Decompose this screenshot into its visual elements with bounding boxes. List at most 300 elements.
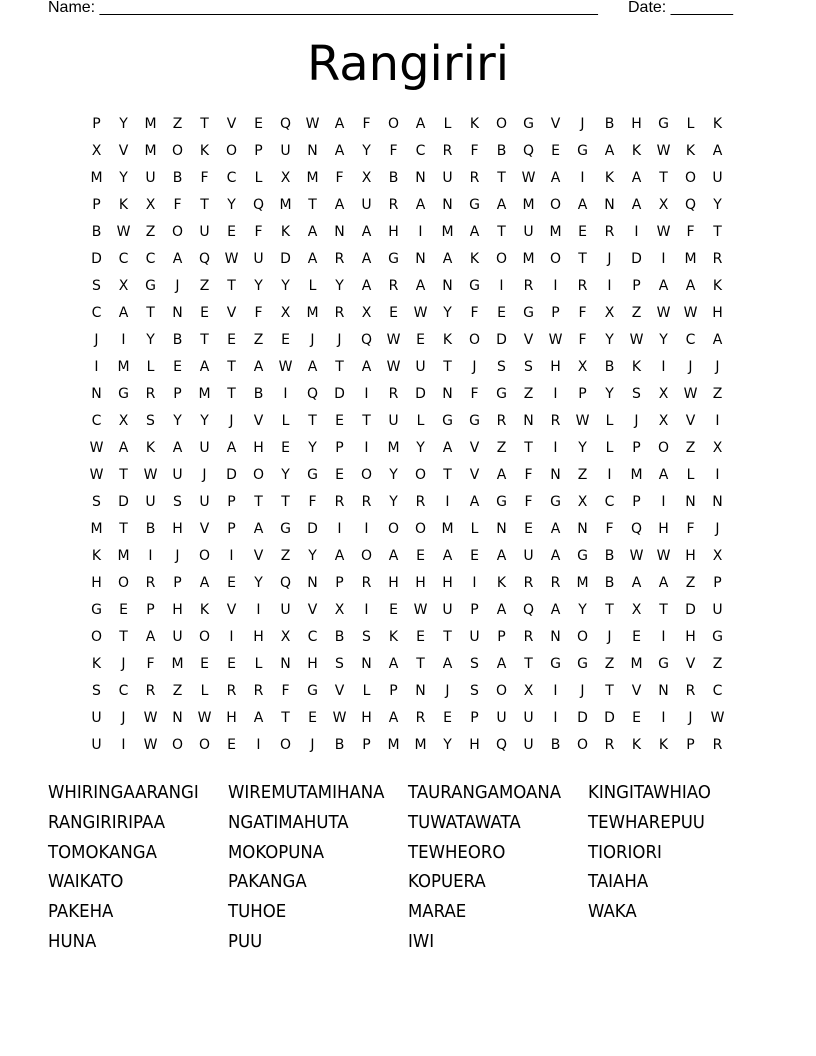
- grid-letter: G: [496, 494, 507, 510]
- grid-row: [83, 246, 733, 273]
- grid-letter: P: [497, 629, 506, 645]
- grid-letter: W: [386, 359, 401, 375]
- grid-letter: P: [227, 521, 236, 537]
- word-list-item: KOPUERA: [408, 871, 486, 893]
- grid-letter: X: [280, 629, 291, 645]
- grid-letter: O: [387, 521, 400, 537]
- grid-letter: N: [442, 197, 453, 213]
- grid-letter: I: [364, 521, 369, 537]
- grid-letter: F: [173, 197, 182, 213]
- grid-letter: A: [199, 575, 210, 591]
- grid-letter: A: [388, 656, 399, 672]
- grid-letter: E: [389, 305, 398, 321]
- grid-letter: F: [254, 224, 263, 240]
- grid-letter: T: [659, 602, 668, 618]
- grid-letter: W: [143, 467, 158, 483]
- grid-letter: E: [578, 224, 587, 240]
- grid-letter: H: [91, 575, 102, 591]
- grid-letter: E: [254, 116, 263, 132]
- grid-letter: X: [712, 440, 723, 456]
- grid-row: [83, 138, 733, 165]
- grid-letter: S: [497, 359, 506, 375]
- grid-letter: I: [121, 737, 126, 753]
- grid-letter: W: [332, 710, 347, 726]
- grid-letter: X: [280, 305, 291, 321]
- grid-letter: L: [254, 170, 263, 186]
- grid-letter: E: [632, 629, 641, 645]
- grid-letter: T: [308, 413, 317, 429]
- grid-letter: R: [361, 575, 372, 591]
- grid-letter: P: [335, 575, 344, 591]
- grid-letter: M: [90, 170, 103, 186]
- grid-letter: C: [415, 143, 426, 159]
- grid-letter: K: [118, 197, 129, 213]
- grid-letter: X: [577, 359, 588, 375]
- grid-letter: U: [199, 224, 210, 240]
- grid-letter: Z: [253, 332, 264, 348]
- grid-row: [83, 597, 733, 624]
- grid-letter: U: [442, 170, 453, 186]
- grid-letter: A: [415, 197, 426, 213]
- grid-letter: H: [388, 575, 399, 591]
- grid-letter: M: [387, 440, 400, 456]
- grid-letter: D: [118, 494, 129, 510]
- grid-letter: A: [361, 359, 372, 375]
- grid-letter: Y: [578, 602, 587, 618]
- grid-letter: M: [630, 656, 643, 672]
- grid-letter: K: [631, 143, 642, 159]
- grid-row: [83, 273, 733, 300]
- word-list-item: NGATIMAHUTA: [228, 811, 349, 833]
- grid-row: [83, 111, 733, 138]
- grid-letter: G: [496, 386, 507, 402]
- grid-letter: X: [658, 197, 669, 213]
- grid-letter: G: [658, 116, 669, 132]
- grid-letter: S: [92, 278, 101, 294]
- grid-letter: S: [524, 359, 533, 375]
- grid-letter: H: [685, 548, 696, 564]
- grid-letter: H: [442, 575, 453, 591]
- grid-letter: T: [308, 197, 317, 213]
- grid-letter: T: [281, 710, 290, 726]
- grid-letter: Y: [281, 467, 290, 483]
- grid-letter: O: [252, 467, 265, 483]
- grid-letter: R: [253, 683, 264, 699]
- grid-letter: Y: [119, 116, 128, 132]
- grid-letter: I: [148, 548, 153, 564]
- grid-row: [83, 408, 733, 435]
- grid-letter: A: [253, 521, 264, 537]
- grid-letter: H: [361, 710, 372, 726]
- grid-letter: I: [364, 602, 369, 618]
- grid-letter: U: [280, 602, 291, 618]
- grid-row: [83, 732, 733, 759]
- grid-letter: P: [632, 278, 641, 294]
- grid-letter: Q: [279, 575, 292, 591]
- grid-letter: D: [307, 521, 318, 537]
- grid-letter: B: [604, 575, 615, 591]
- grid-letter: O: [387, 116, 400, 132]
- word-list: [48, 778, 768, 957]
- grid-letter: L: [254, 656, 263, 672]
- grid-letter: C: [118, 251, 129, 267]
- word-list-item: TIORIORI: [588, 841, 662, 863]
- grid-letter: J: [121, 710, 126, 726]
- grid-letter: E: [389, 602, 398, 618]
- grid-letter: W: [629, 332, 644, 348]
- grid-letter: F: [281, 683, 290, 699]
- grid-letter: M: [414, 737, 427, 753]
- grid-letter: T: [524, 656, 533, 672]
- grid-letter: S: [362, 629, 371, 645]
- grid-letter: Z: [685, 440, 696, 456]
- grid-letter: O: [657, 440, 670, 456]
- grid-letter: H: [172, 521, 183, 537]
- grid-letter: N: [523, 413, 534, 429]
- grid-letter: H: [415, 575, 426, 591]
- grid-letter: Y: [254, 575, 263, 591]
- grid-letter: U: [199, 440, 210, 456]
- grid-letter: A: [334, 197, 345, 213]
- grid-letter: A: [577, 197, 588, 213]
- word-list-item: TEWHEORO: [408, 841, 506, 863]
- grid-letter: G: [550, 494, 561, 510]
- grid-letter: L: [686, 467, 695, 483]
- grid-letter: R: [712, 737, 723, 753]
- grid-letter: N: [496, 521, 507, 537]
- grid-letter: F: [524, 467, 533, 483]
- grid-letter: I: [661, 251, 666, 267]
- header: [48, 0, 768, 19]
- grid-letter: Z: [280, 548, 291, 564]
- grid-letter: N: [361, 656, 372, 672]
- grid-letter: M: [549, 224, 562, 240]
- grid-letter: I: [553, 683, 558, 699]
- grid-letter: B: [604, 548, 615, 564]
- grid-letter: Y: [578, 440, 587, 456]
- grid-letter: K: [496, 575, 507, 591]
- grid-letter: G: [118, 386, 129, 402]
- grid-letter: P: [92, 197, 101, 213]
- grid-letter: T: [605, 683, 614, 699]
- grid-letter: I: [283, 386, 288, 402]
- grid-letter: J: [337, 332, 342, 348]
- grid-letter: F: [578, 305, 587, 321]
- grid-letter: Q: [630, 521, 643, 537]
- grid-letter: Z: [631, 305, 642, 321]
- grid-letter: N: [91, 386, 102, 402]
- grid-letter: N: [172, 305, 183, 321]
- grid-letter: Z: [712, 386, 723, 402]
- grid-letter: R: [523, 629, 534, 645]
- grid-letter: G: [388, 251, 399, 267]
- grid-letter: R: [577, 278, 588, 294]
- grid-letter: K: [712, 278, 723, 294]
- grid-letter: M: [630, 467, 643, 483]
- grid-letter: A: [658, 467, 669, 483]
- grid-letter: A: [496, 602, 507, 618]
- grid-letter: A: [118, 440, 129, 456]
- grid-letter: F: [335, 170, 344, 186]
- grid-letter: B: [172, 170, 183, 186]
- grid-letter: X: [280, 170, 291, 186]
- grid-letter: S: [92, 494, 101, 510]
- grid-letter: N: [442, 386, 453, 402]
- grid-letter: S: [173, 494, 182, 510]
- grid-letter: C: [91, 413, 102, 429]
- grid-letter: X: [91, 143, 102, 159]
- grid-letter: B: [604, 359, 615, 375]
- grid-letter: A: [550, 548, 561, 564]
- grid-letter: Y: [416, 440, 425, 456]
- grid-letter: J: [634, 413, 639, 429]
- grid-letter: I: [607, 278, 612, 294]
- word-list-item: WAIKATO: [48, 871, 124, 893]
- word-list-item: TAURANGAMOANA: [408, 782, 562, 803]
- grid-letter: E: [227, 224, 236, 240]
- grid-letter: O: [90, 629, 103, 645]
- grid-letter: T: [200, 197, 209, 213]
- grid-letter: A: [469, 494, 480, 510]
- grid-letter: V: [199, 521, 210, 537]
- grid-letter: F: [146, 656, 155, 672]
- grid-letter: W: [143, 710, 158, 726]
- grid-letter: A: [631, 197, 642, 213]
- grid-letter: V: [631, 683, 642, 699]
- grid-letter: S: [632, 386, 641, 402]
- grid-letter: R: [334, 251, 345, 267]
- grid-letter: G: [712, 629, 723, 645]
- grid-letter: R: [604, 224, 615, 240]
- grid-letter: E: [308, 710, 317, 726]
- grid-letter: I: [229, 548, 234, 564]
- grid-letter: G: [469, 278, 480, 294]
- grid-letter: P: [92, 116, 101, 132]
- grid-letter: G: [469, 197, 480, 213]
- grid-row: [83, 489, 733, 516]
- grid-letter: T: [443, 467, 452, 483]
- grid-letter: N: [442, 278, 453, 294]
- grid-letter: H: [685, 629, 696, 645]
- grid-letter: T: [281, 494, 290, 510]
- grid-letter: O: [225, 143, 238, 159]
- grid-letter: P: [470, 710, 479, 726]
- grid-letter: M: [306, 170, 319, 186]
- grid-letter: G: [91, 602, 102, 618]
- grid-letter: G: [307, 467, 318, 483]
- grid-letter: K: [280, 224, 291, 240]
- grid-letter: A: [442, 251, 453, 267]
- grid-letter: Q: [360, 332, 373, 348]
- grid-letter: Z: [523, 386, 534, 402]
- grid-row: [83, 651, 733, 678]
- grid-letter: A: [712, 332, 723, 348]
- grid-letter: V: [226, 305, 237, 321]
- grid-letter: A: [253, 710, 264, 726]
- grid-letter: P: [470, 602, 479, 618]
- grid-letter: R: [388, 386, 399, 402]
- grid-row: [83, 219, 733, 246]
- grid-letter: F: [605, 521, 614, 537]
- grid-letter: H: [253, 629, 264, 645]
- grid-letter: U: [523, 710, 534, 726]
- grid-letter: A: [307, 359, 318, 375]
- grid-row: [83, 192, 733, 219]
- grid-letter: I: [661, 494, 666, 510]
- grid-letter: X: [145, 197, 156, 213]
- grid-letter: V: [118, 143, 129, 159]
- grid-row: [83, 624, 733, 651]
- grid-letter: I: [337, 521, 342, 537]
- grid-letter: I: [553, 278, 558, 294]
- grid-letter: G: [469, 413, 480, 429]
- grid-letter: B: [388, 170, 399, 186]
- grid-letter: R: [712, 251, 723, 267]
- grid-letter: U: [496, 710, 507, 726]
- grid-letter: A: [550, 170, 561, 186]
- grid-letter: O: [171, 143, 184, 159]
- grid-letter: Z: [199, 278, 210, 294]
- grid-letter: H: [631, 116, 642, 132]
- grid-letter: P: [146, 602, 155, 618]
- grid-letter: M: [441, 521, 454, 537]
- grid-letter: K: [631, 359, 642, 375]
- grid-letter: F: [470, 143, 479, 159]
- grid-letter: B: [604, 116, 615, 132]
- grid-letter: K: [469, 116, 480, 132]
- grid-letter: Q: [198, 251, 211, 267]
- grid-letter: W: [683, 386, 698, 402]
- grid-letter: R: [415, 494, 426, 510]
- grid-letter: U: [523, 224, 534, 240]
- word-list-item: PAKEHA: [48, 901, 114, 923]
- grid-letter: Y: [605, 332, 614, 348]
- grid-letter: P: [254, 143, 263, 159]
- grid-letter: X: [361, 305, 372, 321]
- grid-letter: G: [577, 143, 588, 159]
- grid-letter: R: [469, 170, 480, 186]
- grid-letter: T: [119, 467, 128, 483]
- grid-letter: Q: [522, 602, 535, 618]
- word-list-item: TUWATAWATA: [408, 811, 521, 833]
- grid-letter: F: [389, 143, 398, 159]
- grid-letter: A: [199, 359, 210, 375]
- grid-letter: N: [685, 494, 696, 510]
- grid-letter: V: [550, 116, 561, 132]
- grid-letter: E: [200, 305, 209, 321]
- grid-letter: C: [118, 683, 129, 699]
- grid-letter: D: [334, 386, 345, 402]
- grid-letter: C: [604, 494, 615, 510]
- grid-letter: L: [470, 521, 479, 537]
- grid-letter: P: [335, 440, 344, 456]
- grid-letter: O: [549, 251, 562, 267]
- grid-letter: W: [197, 710, 212, 726]
- grid-letter: I: [445, 494, 450, 510]
- grid-letter: A: [307, 224, 318, 240]
- grid-letter: U: [199, 494, 210, 510]
- grid-letter: E: [173, 359, 182, 375]
- grid-letter: J: [688, 710, 693, 726]
- grid-letter: L: [308, 278, 317, 294]
- grid-letter: A: [145, 629, 156, 645]
- grid-letter: M: [117, 548, 130, 564]
- grid-letter: Y: [146, 332, 155, 348]
- grid-letter: R: [550, 413, 561, 429]
- grid-letter: E: [443, 710, 452, 726]
- grid-letter: U: [91, 710, 102, 726]
- grid-letter: F: [254, 305, 263, 321]
- grid-letter: R: [442, 143, 453, 159]
- grid-letter: O: [171, 224, 184, 240]
- grid-letter: A: [496, 467, 507, 483]
- grid-letter: H: [658, 521, 669, 537]
- grid-letter: B: [334, 629, 345, 645]
- grid-letter: Y: [254, 278, 263, 294]
- grid-letter: U: [523, 548, 534, 564]
- grid-letter: D: [280, 251, 291, 267]
- grid-letter: A: [334, 116, 345, 132]
- grid-letter: P: [227, 494, 236, 510]
- grid-letter: L: [443, 116, 452, 132]
- grid-letter: U: [172, 629, 183, 645]
- grid-letter: M: [522, 251, 535, 267]
- grid-letter: I: [661, 710, 666, 726]
- grid-letter: M: [684, 251, 697, 267]
- grid-row: [83, 705, 733, 732]
- grid-row: [83, 381, 733, 408]
- grid-letter: O: [414, 467, 427, 483]
- grid-letter: Y: [281, 278, 290, 294]
- grid-letter: N: [658, 683, 669, 699]
- grid-letter: S: [470, 656, 479, 672]
- grid-letter: Q: [306, 386, 319, 402]
- grid-letter: O: [198, 629, 211, 645]
- page-title: Rangiriri: [306, 36, 510, 92]
- grid-letter: E: [335, 467, 344, 483]
- grid-letter: N: [415, 683, 426, 699]
- grid-letter: Y: [443, 305, 452, 321]
- word-list-item: KINGITAWHIAO: [588, 782, 711, 803]
- grid-letter: L: [605, 440, 614, 456]
- grid-letter: N: [334, 224, 345, 240]
- grid-letter: J: [202, 467, 207, 483]
- grid-letter: R: [226, 683, 237, 699]
- grid-letter: U: [712, 170, 723, 186]
- grid-letter: R: [685, 683, 696, 699]
- grid-letter: F: [686, 224, 695, 240]
- grid-letter: I: [715, 467, 720, 483]
- grid-letter: E: [119, 602, 128, 618]
- grid-letter: R: [145, 386, 156, 402]
- grid-letter: P: [389, 683, 398, 699]
- grid-letter: W: [521, 170, 536, 186]
- grid-letter: T: [659, 170, 668, 186]
- word-list-item: TOMOKANGA: [48, 841, 157, 863]
- grid-letter: O: [117, 575, 130, 591]
- grid-letter: T: [335, 359, 344, 375]
- grid-letter: F: [470, 386, 479, 402]
- grid-letter: U: [388, 413, 399, 429]
- grid-letter: T: [713, 224, 722, 240]
- grid-letter: H: [226, 710, 237, 726]
- grid-letter: A: [415, 278, 426, 294]
- grid-letter: X: [334, 602, 345, 618]
- grid-letter: G: [280, 521, 291, 537]
- grid-letter: Q: [279, 116, 292, 132]
- word-list-item: MOKOPUNA: [228, 841, 325, 863]
- grid-letter: U: [253, 251, 264, 267]
